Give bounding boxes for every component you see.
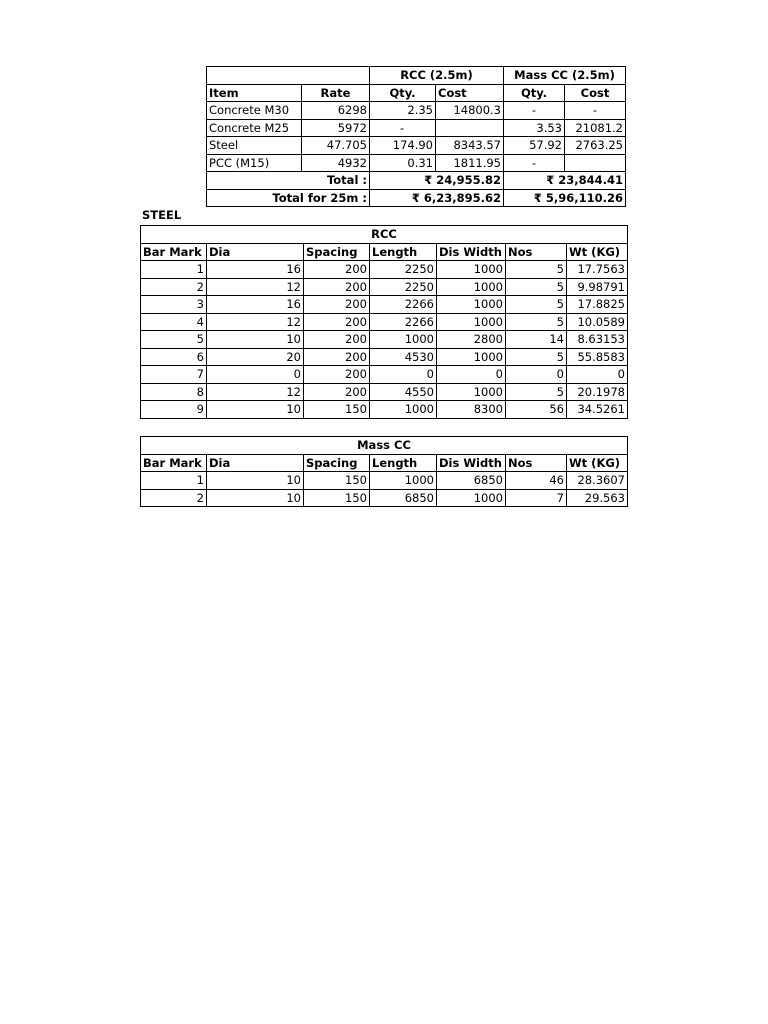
nos-cell: 5: [506, 261, 567, 279]
dis-width-cell: 1000: [437, 313, 506, 331]
wt-cell: 29.563: [567, 489, 628, 507]
length-cell: 1000: [370, 472, 437, 490]
length-header: Length: [370, 243, 437, 261]
wt-cell: 17.8825: [567, 296, 628, 314]
rcc-header-row: [141, 243, 628, 261]
mass-qty-cell: -: [504, 102, 565, 120]
item-cell: Steel: [207, 137, 302, 155]
rcc-qty-cell: 0.31: [370, 154, 436, 172]
spacing-cell: 200: [304, 261, 370, 279]
table-row: [141, 296, 628, 314]
dia-cell: 16: [207, 261, 304, 279]
wt-cell: 0: [567, 366, 628, 384]
rcc-steel-table: [140, 225, 628, 419]
rcc-title: RCC: [141, 226, 628, 244]
cost-header-row: [207, 84, 626, 102]
wt-cell: 10.0589: [567, 313, 628, 331]
mass-qty-header: Qty.: [504, 84, 565, 102]
dia-cell: 10: [207, 472, 304, 490]
bar-mark-cell: 2: [141, 278, 207, 296]
table-row: [141, 472, 628, 490]
table-row: [141, 366, 628, 384]
cost-group-header-row: [207, 67, 626, 85]
table-row: [141, 383, 628, 401]
dia-header: Dia: [207, 454, 304, 472]
bar-mark-cell: 5: [141, 331, 207, 349]
rcc-cost-cell: 1811.95: [436, 154, 504, 172]
table-row: [141, 489, 628, 507]
mass-qty-cell: 57.92: [504, 137, 565, 155]
dis-width-cell: 2800: [437, 331, 506, 349]
dia-cell: 10: [207, 489, 304, 507]
masscc-title-row: [141, 437, 628, 455]
spacing-cell: 200: [304, 348, 370, 366]
bar-mark-cell: 9: [141, 401, 207, 419]
bar-mark-cell: 1: [141, 472, 207, 490]
mass-cost-cell: [565, 154, 626, 172]
table-row: [207, 137, 626, 155]
rate-cell: 47.705: [302, 137, 370, 155]
dis-width-cell: 8300: [437, 401, 506, 419]
rcc-qty-cell: 2.35: [370, 102, 436, 120]
masscc-group-header: Mass CC (2.5m): [504, 67, 626, 85]
total-row: [207, 172, 626, 190]
dia-cell: 10: [207, 331, 304, 349]
rcc-group-header: RCC (2.5m): [370, 67, 504, 85]
item-header: Item: [207, 84, 302, 102]
dia-cell: 12: [207, 313, 304, 331]
rcc-qty-cell: 174.90: [370, 137, 436, 155]
table-row: [141, 278, 628, 296]
dis-width-header: Dis Width: [437, 454, 506, 472]
nos-cell: 5: [506, 313, 567, 331]
total-25m-mass-value: ₹ 5,96,110.26: [504, 189, 626, 207]
nos-cell: 14: [506, 331, 567, 349]
spacing-cell: 150: [304, 472, 370, 490]
total-25m-row: [207, 189, 626, 207]
table-row: [141, 261, 628, 279]
nos-cell: 56: [506, 401, 567, 419]
table-row: [141, 331, 628, 349]
bar-mark-cell: 3: [141, 296, 207, 314]
mass-qty-cell: 3.53: [504, 119, 565, 137]
total-rcc-value: ₹ 24,955.82: [370, 172, 504, 190]
bar-mark-cell: 8: [141, 383, 207, 401]
bar-mark-cell: 4: [141, 313, 207, 331]
nos-cell: 5: [506, 278, 567, 296]
dia-header: Dia: [207, 243, 304, 261]
masscc-steel-table: [140, 436, 628, 507]
wt-cell: 8.63153: [567, 331, 628, 349]
length-cell: 6850: [370, 489, 437, 507]
spacing-cell: 200: [304, 278, 370, 296]
rcc-cost-cell: 14800.3: [436, 102, 504, 120]
length-cell: 2250: [370, 278, 437, 296]
nos-header: Nos: [506, 243, 567, 261]
rcc-cost-cell: [436, 119, 504, 137]
bar-mark-cell: 2: [141, 489, 207, 507]
mass-qty-cell: -: [504, 154, 565, 172]
dia-cell: 12: [207, 383, 304, 401]
length-cell: 2266: [370, 296, 437, 314]
item-cell: Concrete M30: [207, 102, 302, 120]
item-cell: Concrete M25: [207, 119, 302, 137]
dis-width-header: Dis Width: [437, 243, 506, 261]
wt-cell: 34.5261: [567, 401, 628, 419]
dia-cell: 0: [207, 366, 304, 384]
nos-cell: 5: [506, 348, 567, 366]
nos-cell: 5: [506, 383, 567, 401]
table-row: [207, 102, 626, 120]
nos-cell: 7: [506, 489, 567, 507]
rcc-cost-cell: 8343.57: [436, 137, 504, 155]
dis-width-cell: 1000: [437, 278, 506, 296]
length-cell: 2266: [370, 313, 437, 331]
rate-cell: 5972: [302, 119, 370, 137]
dis-width-cell: 1000: [437, 296, 506, 314]
spacing-cell: 150: [304, 489, 370, 507]
wt-cell: 28.3607: [567, 472, 628, 490]
dis-width-cell: 1000: [437, 383, 506, 401]
length-cell: 4530: [370, 348, 437, 366]
spacing-cell: 200: [304, 331, 370, 349]
table-row: [141, 401, 628, 419]
spacing-cell: 150: [304, 401, 370, 419]
length-header: Length: [370, 454, 437, 472]
nos-cell: 0: [506, 366, 567, 384]
mass-cost-cell: 21081.2: [565, 119, 626, 137]
rate-cell: 6298: [302, 102, 370, 120]
rcc-title-row: [141, 226, 628, 244]
bar-mark-cell: 1: [141, 261, 207, 279]
total-25m-rcc-value: ₹ 6,23,895.62: [370, 189, 504, 207]
bar-mark-header: Bar Mark: [141, 454, 207, 472]
wt-header: Wt (KG): [567, 454, 628, 472]
length-cell: 1000: [370, 331, 437, 349]
nos-header: Nos: [506, 454, 567, 472]
total-25m-label: Total for 25m :: [207, 189, 370, 207]
length-cell: 4550: [370, 383, 437, 401]
length-cell: 1000: [370, 401, 437, 419]
table-row: [141, 348, 628, 366]
dis-width-cell: 1000: [437, 261, 506, 279]
dia-cell: 12: [207, 278, 304, 296]
steel-section-label: STEEL: [142, 208, 182, 222]
wt-cell: 17.7563: [567, 261, 628, 279]
total-label: Total :: [207, 172, 370, 190]
bar-mark-header: Bar Mark: [141, 243, 207, 261]
spacing-cell: 200: [304, 383, 370, 401]
item-cell: PCC (M15): [207, 154, 302, 172]
table-row: [207, 119, 626, 137]
wt-header: Wt (KG): [567, 243, 628, 261]
masscc-header-row: [141, 454, 628, 472]
bar-mark-cell: 6: [141, 348, 207, 366]
rcc-qty-cell: -: [370, 119, 436, 137]
length-cell: 0: [370, 366, 437, 384]
mass-cost-cell: 2763.25: [565, 137, 626, 155]
spacing-cell: 200: [304, 366, 370, 384]
length-cell: 2250: [370, 261, 437, 279]
mass-cost-cell: -: [565, 102, 626, 120]
spacing-cell: 200: [304, 296, 370, 314]
wt-cell: 20.1978: [567, 383, 628, 401]
dis-width-cell: 6850: [437, 472, 506, 490]
wt-cell: 55.8583: [567, 348, 628, 366]
bar-mark-cell: 7: [141, 366, 207, 384]
dia-cell: 16: [207, 296, 304, 314]
total-mass-value: ₹ 23,844.41: [504, 172, 626, 190]
dis-width-cell: 1000: [437, 489, 506, 507]
table-row: [207, 154, 626, 172]
nos-cell: 5: [506, 296, 567, 314]
wt-cell: 9.98791: [567, 278, 628, 296]
spacing-header: Spacing: [304, 454, 370, 472]
dia-cell: 20: [207, 348, 304, 366]
cost-comparison-table: [206, 66, 626, 207]
spacing-header: Spacing: [304, 243, 370, 261]
mass-cost-header: Cost: [565, 84, 626, 102]
rate-header: Rate: [302, 84, 370, 102]
spacing-cell: 200: [304, 313, 370, 331]
rcc-cost-header: Cost: [436, 84, 504, 102]
rcc-qty-header: Qty.: [370, 84, 436, 102]
table-row: [141, 313, 628, 331]
dis-width-cell: 0: [437, 366, 506, 384]
dia-cell: 10: [207, 401, 304, 419]
rate-cell: 4932: [302, 154, 370, 172]
nos-cell: 46: [506, 472, 567, 490]
dis-width-cell: 1000: [437, 348, 506, 366]
masscc-title: Mass CC: [141, 437, 628, 455]
